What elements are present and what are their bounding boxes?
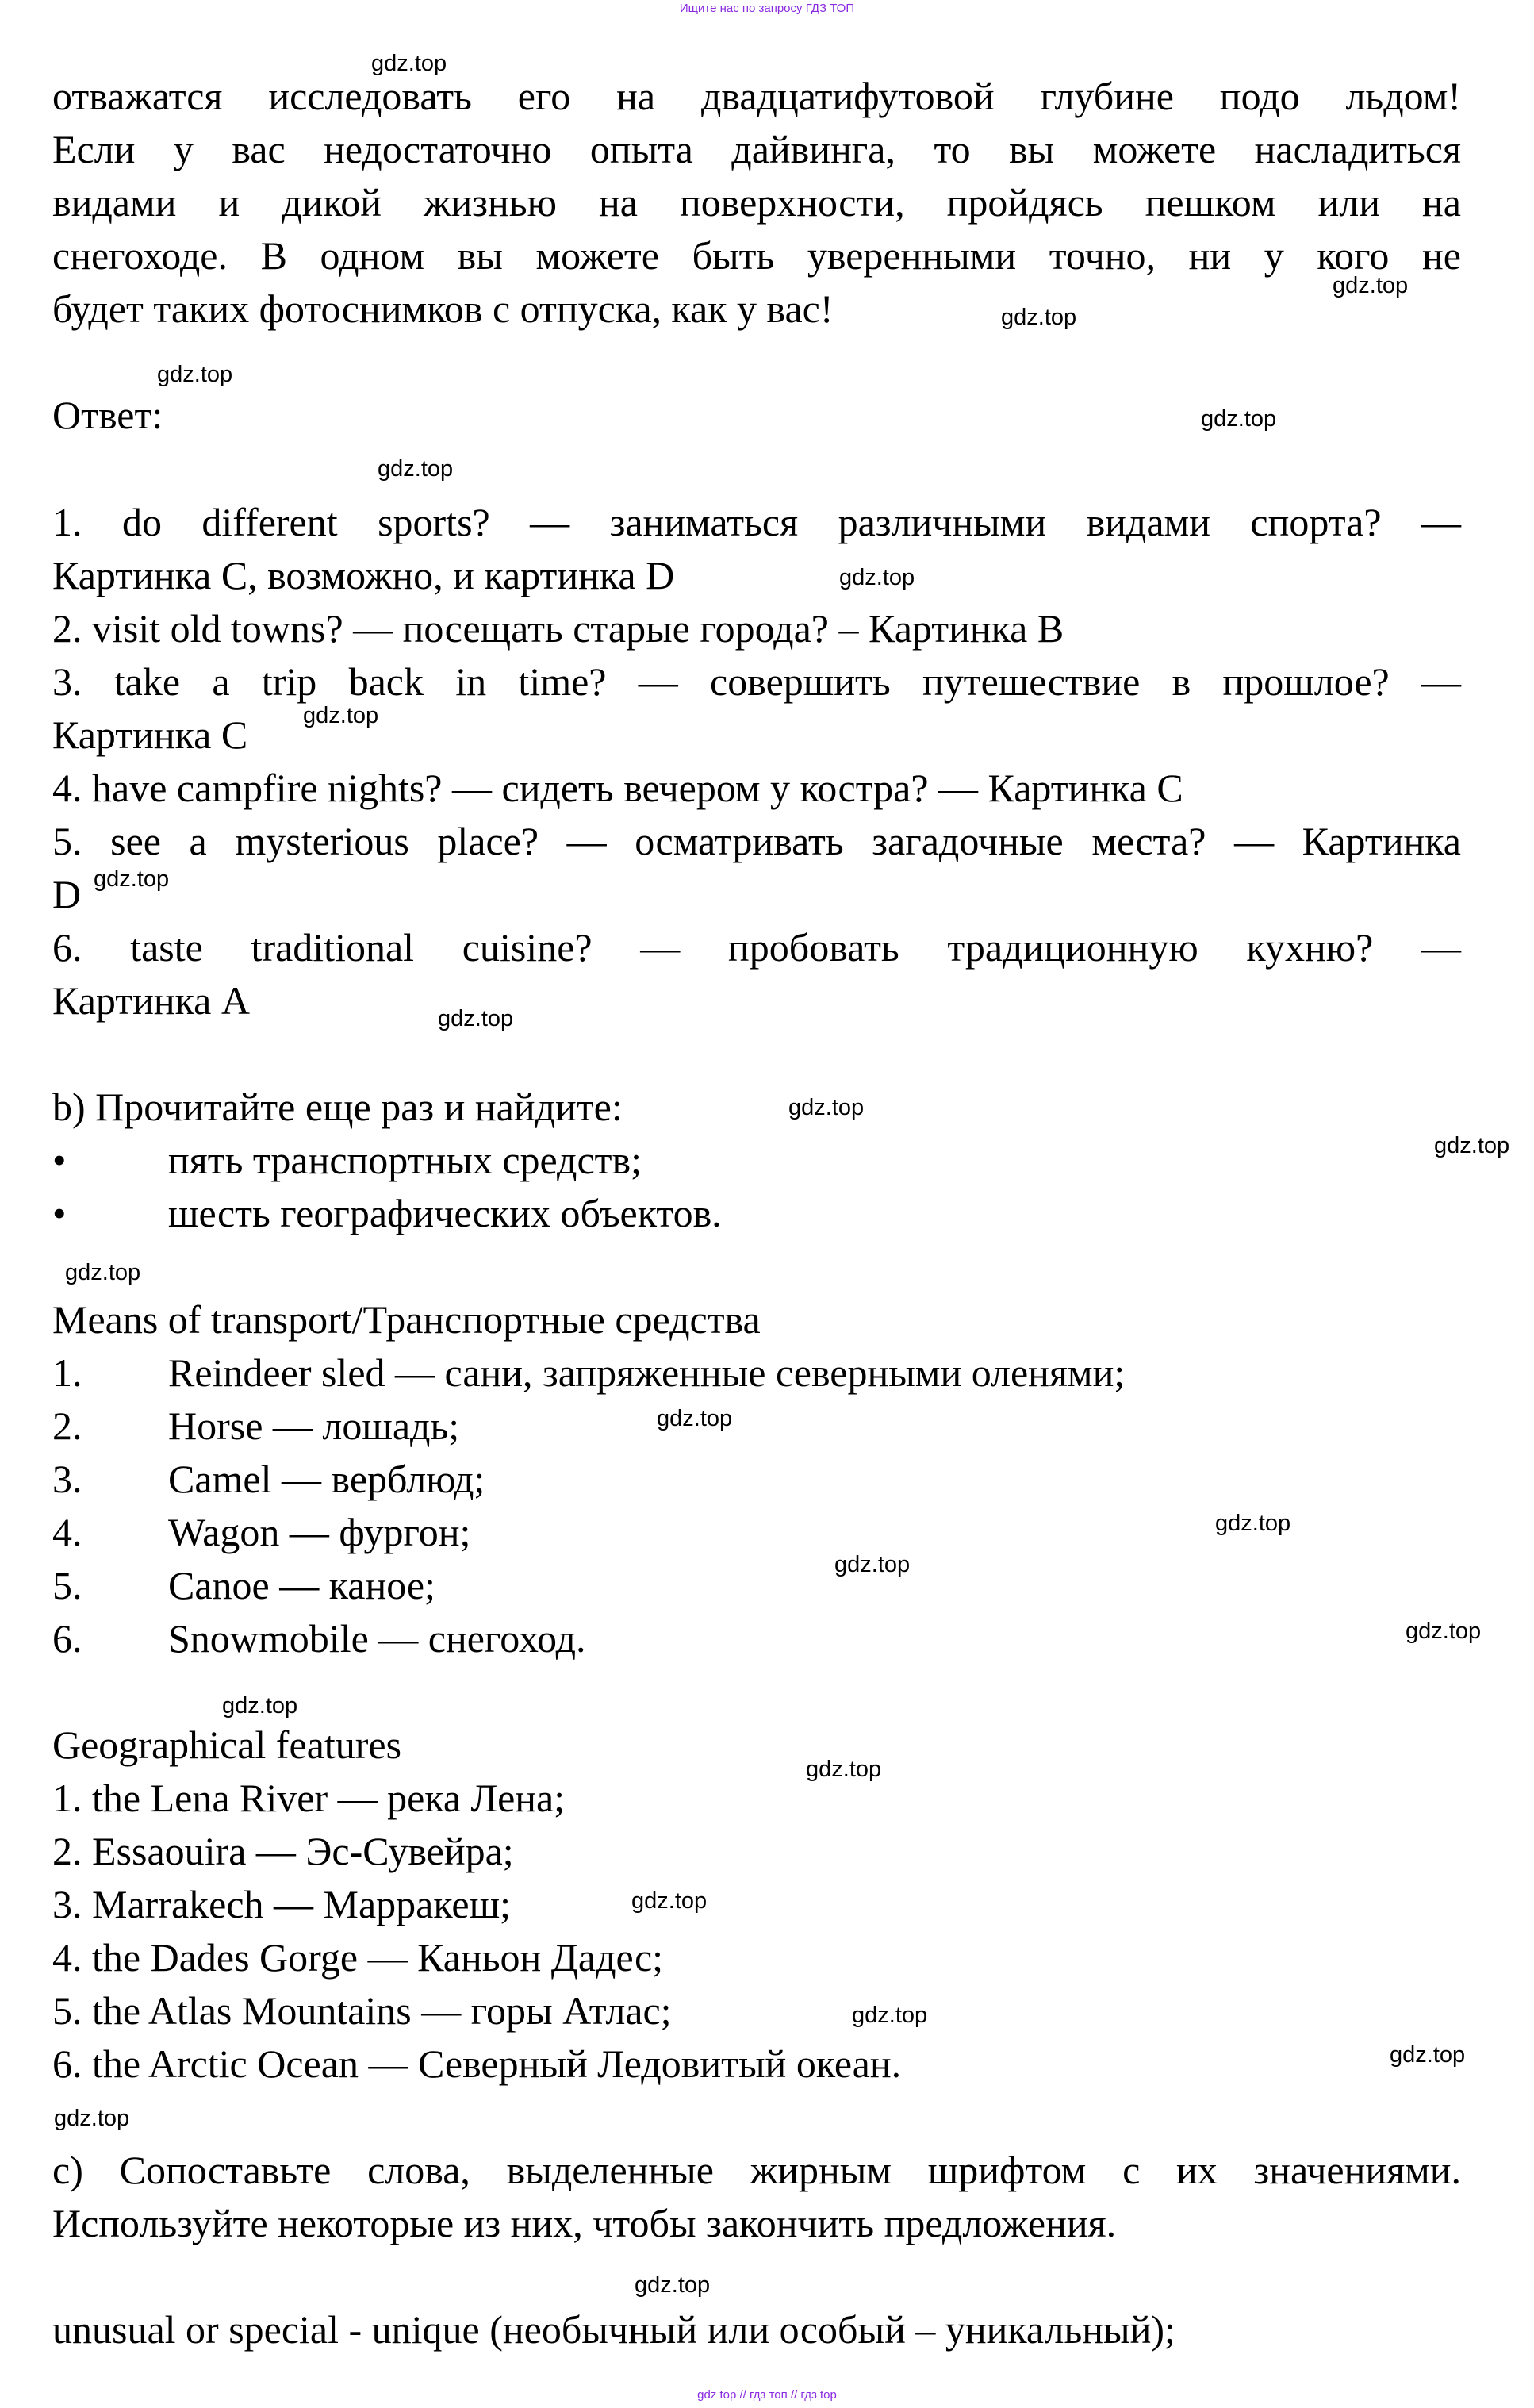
watermark: gdz.top: [54, 2106, 130, 2131]
answer-line: 5. see a mysterious place? — осматривать загадочные места? — Картинка: [52, 819, 1461, 863]
answer-line: Картинка С: [52, 712, 248, 757]
watermark: gdz.top: [1215, 1511, 1291, 1536]
watermark: gdz.top: [303, 703, 379, 728]
task-c-line: c) Сопоставьте слова, выделенные жирным шрифтом с их значениями.: [52, 2148, 1461, 2192]
watermark: gdz.top: [1434, 1133, 1510, 1158]
list-item: 1. the Lena River — река Лена;: [52, 1776, 566, 1820]
watermark: gdz.top: [788, 1095, 865, 1120]
definition-line: unusual or special - unique (необычный или особый – уникальный);: [52, 2307, 1175, 2352]
watermark: gdz.top: [371, 51, 447, 76]
list-item: [52, 1134, 1461, 1186]
list-item: 3. Marrakech — Марракеш;: [52, 1882, 512, 1926]
task-b-title: b) Прочитайте еще раз и найдите:: [52, 1085, 623, 1129]
item-text: Wagon — фургон;: [168, 1510, 471, 1554]
intro-line: видами и дикой жизнью на поверхности, пройдясь пешком или на: [52, 180, 1461, 225]
watermark: gdz.top: [839, 565, 915, 590]
answer-line: 2. visit old towns? — посещать старые города? – Картинка В: [52, 606, 1064, 651]
item-text: Canoe — каное;: [168, 1563, 435, 1607]
list-item: [52, 1612, 1461, 1665]
item-number: 5.: [52, 1563, 82, 1607]
list-item: [52, 1559, 1461, 1611]
watermark: gdz.top: [65, 1260, 141, 1285]
item-number: 6.: [52, 1616, 82, 1661]
watermark: gdz.top: [378, 456, 454, 482]
list-item: [52, 1346, 1461, 1399]
list-item: 5. the Atlas Mountains — горы Атлас;: [52, 1988, 672, 2033]
bullet: •: [52, 1191, 67, 1235]
list-item: 4. the Dades Gorge — Каньон Дадес;: [52, 1935, 664, 1980]
watermark: gdz.top: [1390, 2042, 1466, 2068]
geo-title: Geographical features: [52, 1722, 402, 1767]
item-number: 2.: [52, 1404, 82, 1448]
list-item: [52, 1187, 1461, 1239]
watermark: gdz.top: [222, 1693, 298, 1719]
task-c-line: Используйте некоторые из них, чтобы закончить предложения.: [52, 2201, 1117, 2245]
answer-line: Картинка С, возможно, и картинка D: [52, 553, 675, 597]
intro-line: Если у вас недостаточно опыта дайвинга, то вы можете насладиться: [52, 127, 1461, 171]
answer-line: Картинка А: [52, 978, 250, 1023]
bullet-text: пять транспортных средств;: [168, 1138, 642, 1182]
watermark: gdz.top: [1406, 1619, 1482, 1644]
item-number: 4.: [52, 1510, 82, 1554]
watermark: gdz.top: [631, 1888, 708, 1914]
footer-banner[interactable]: gdz top // гдз топ // гдз top: [697, 2388, 837, 2402]
transport-title: Means of transport/Транспортные средства: [52, 1297, 761, 1342]
item-text: Horse — лошадь;: [168, 1404, 460, 1448]
answer-label: Ответ:: [52, 393, 163, 437]
intro-line: снегоходе. В одном вы можете быть уверенными точно, ни у кого не: [52, 233, 1461, 278]
watermark: gdz.top: [834, 1552, 911, 1577]
watermark: gdz.top: [94, 866, 170, 892]
answer-line: D: [52, 872, 82, 916]
item-text: Reindeer sled — сани, запряженные северными оленями;: [168, 1350, 1126, 1395]
bullet: •: [52, 1138, 67, 1182]
watermark: gdz.top: [1333, 273, 1409, 298]
watermark: gdz.top: [1001, 305, 1077, 330]
watermark: gdz.top: [1201, 406, 1277, 432]
intro-line: будет таких фотоснимков с отпуска, как у вас!: [52, 286, 834, 331]
list-item: 6. the Arctic Ocean — Северный Ледовитый океан.: [52, 2041, 902, 2086]
intro-line: отважатся исследовать его на двадцатифутовой глубине подо льдом!: [52, 74, 1461, 118]
watermark: gdz.top: [157, 362, 233, 387]
answer-line: 3. take a trip back in time? — совершить путешествие в прошлое? —: [52, 659, 1461, 704]
item-text: Snowmobile — снегоход.: [168, 1616, 586, 1661]
watermark: gdz.top: [657, 1406, 733, 1431]
watermark: gdz.top: [806, 1757, 882, 1782]
list-item: [52, 1400, 1461, 1452]
watermark: gdz.top: [438, 1006, 514, 1031]
answer-line: 6. taste traditional cuisine? — пробовать традиционную кухню? —: [52, 925, 1461, 970]
item-text: Camel — верблюд;: [168, 1457, 485, 1501]
list-item: 2. Essaouira — Эс-Сувейра;: [52, 1829, 514, 1873]
header-banner[interactable]: Ищите нас по запросу ГДЗ ТОП: [679, 2, 855, 15]
bullet-text: шесть географических объектов.: [168, 1191, 722, 1235]
item-number: 1.: [52, 1350, 82, 1395]
watermark: gdz.top: [635, 2272, 711, 2298]
watermark: gdz.top: [852, 2003, 928, 2028]
answer-line: 1. do different sports? — заниматься различными видами спорта? —: [52, 500, 1461, 544]
list-item: [52, 1453, 1461, 1505]
item-number: 3.: [52, 1457, 82, 1501]
answer-line: 4. have campfire nights? — сидеть вечером у костра? — Картинка С: [52, 766, 1183, 810]
